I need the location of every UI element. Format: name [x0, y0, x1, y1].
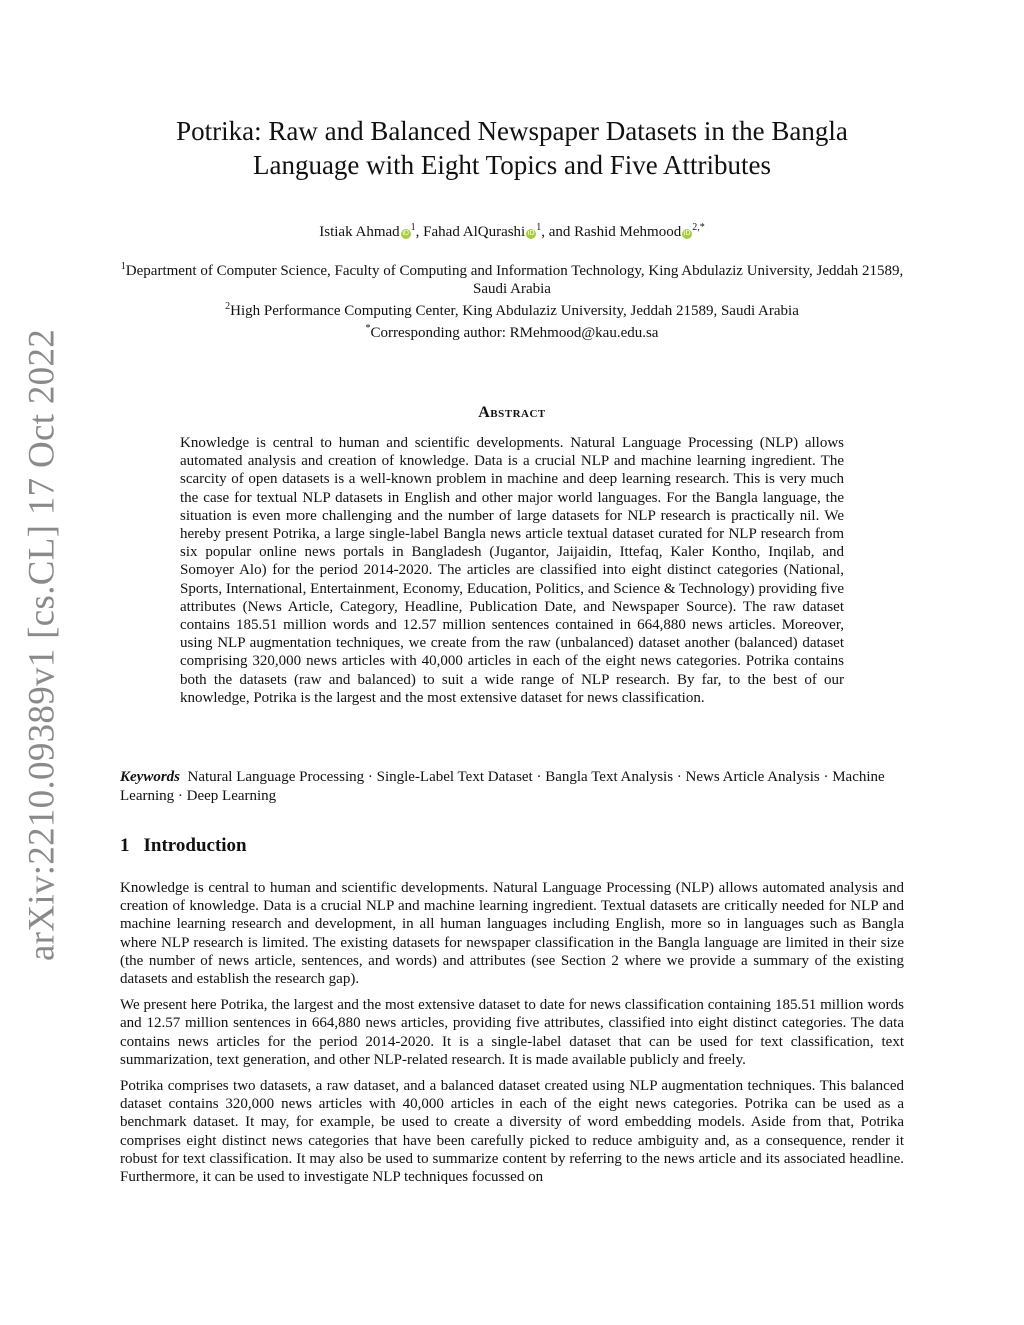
- author-name: , and Rashid Mehmood: [541, 224, 682, 240]
- affiliation-2: [120, 298, 904, 320]
- abstract-heading: Abstract: [478, 404, 546, 421]
- affiliation-1: [120, 258, 904, 298]
- affiliations: [120, 258, 904, 342]
- author-name: Istiak Ahmad: [319, 224, 400, 240]
- keywords-label: Keywords: [120, 769, 180, 785]
- intro-paragraph: Knowledge is central to human and scientific developments. Natural Language Processing (NLP) allows automated analysis and creation of knowledge. Data is a crucial NLP and machine learning ingredient. Textual datasets are critically needed for NLP and machine learning research and development, in all human languages including English, more so in languages such as Bangla where NLP research is limited. The existing datasets for newspaper classification in the Bangla language are limited in their size (the number of news article, sentences, and words) and attributes (see Section 2 where we provide a summary of the existing datasets and establish the research gap).: [120, 880, 904, 988]
- affiliation-text: Department of Computer Science, Faculty of Computing and Information Technology, King Abdulaziz University, Jeddah 21589, Saudi Arabia: [125, 263, 904, 297]
- author-name: , Fahad AlQurashi: [415, 224, 526, 240]
- orcid-icon[interactable]: iD: [527, 230, 535, 237]
- corresponding-marker: *: [365, 323, 371, 334]
- section-heading: [120, 835, 247, 857]
- keywords-list: Natural Language Processing · Single-Label Text Dataset · Bangla Text Analysis · News Article Analysis · Machine Learning · Deep Learning: [120, 769, 885, 804]
- corresponding-text[interactable]: Corresponding author: RMehmood@kau.edu.sa: [370, 325, 659, 341]
- orcid-icon[interactable]: iD: [402, 230, 409, 237]
- orcid-icon[interactable]: iD: [683, 230, 691, 237]
- section-number: 1: [120, 835, 130, 856]
- corresponding-author: [120, 320, 904, 342]
- paper-title: Potrika: Raw and Balanced Newspaper Datasets in the Bangla Language with Eight Topics and Five Attributes: [176, 116, 848, 180]
- intro-paragraph: Potrika comprises two datasets, a raw dataset, and a balanced dataset created using NLP augmentation techniques. This balanced dataset contains 320,000 news articles with 40,000 articles in each of the eight news categories. Potrika can be used as a benchmark dataset. It may, for example, be used to create a diversity of word embedding models. Aside from that, Potrika comprises eight distinct news categories that have been carefully picked to reduce ambiguity and, as a consequence, render it robust for text classification. It may also be used to summarize content by referring to the news article and its associated headline. Furthermore, it can be used to investigate NLP techniques focussed on: [120, 1078, 904, 1186]
- affiliation-marker: 1: [410, 222, 416, 233]
- affiliation-marker: 2,*: [692, 222, 705, 233]
- intro-paragraph: We present here Potrika, the largest and the most extensive dataset to date for news classification containing 185.51 million words and 12.57 million sentences in 664,880 news articles, providing five attributes, classified into eight distinct categories. The data contains news articles for the period 2014-2020. It is a single-label dataset that can be used for text classification, text summarization, text generation, and other NLP-related research. It is made available publicly and freely.: [120, 997, 904, 1068]
- section-title: Introduction: [143, 835, 247, 856]
- affiliation-marker: 2: [225, 301, 231, 312]
- abstract-text: Knowledge is central to human and scientific developments. Natural Language Processing (NLP) allows automated analysis and creation of knowledge. Data is a crucial NLP and machine learning ingredient. The scarcity of open datasets is a well-known problem in machine and deep learning research. This is very much the case for textual NLP datasets in English and other major world languages. For the Bangla language, the situation is even more challenging and the number of large datasets for NLP research is practically nil. We hereby present Potrika, a large single-label Bangla news article textual dataset curated for NLP research from six popular online news portals in Bangladesh (Jugantor, Jaijaidin, Ittefaq, Kaler Kontho, Inqilab, and Somoyer Alo) for the period 2014-2020. The articles are classified into eight distinct categories (National, Sports, International, Entertainment, Economy, Education, Politics, and Science & Technology) providing five attributes (News Article, Category, Headline, Publication Date, and Newspaper Source). The raw dataset contains 185.51 million words and 12.57 million sentences contained in 664,880 news articles. Moreover, using NLP augmentation techniques, we create from the raw (unbalanced) dataset another (balanced) dataset comprising 320,000 news articles with 40,000 articles in each of the eight news categories. Potrika contains both the datasets (raw and balanced) to suit a wide range of NLP research. By far, to the best of our knowledge, Potrika is the largest and the most extensive dataset for news classification.: [180, 435, 844, 706]
- affiliation-marker: 1: [120, 261, 126, 272]
- introduction-body: [120, 879, 904, 1194]
- affiliation-marker: 1: [536, 222, 542, 233]
- affiliation-text: High Performance Computing Center, King Abdulaziz University, Jeddah 21589, Saudi Arabia: [230, 303, 799, 319]
- keywords: [120, 768, 904, 805]
- arxiv-identifier[interactable]: arXiv:2210.09389v1 [cs.CL] 17 Oct 2022: [21, 328, 63, 962]
- author-list: [120, 222, 904, 241]
